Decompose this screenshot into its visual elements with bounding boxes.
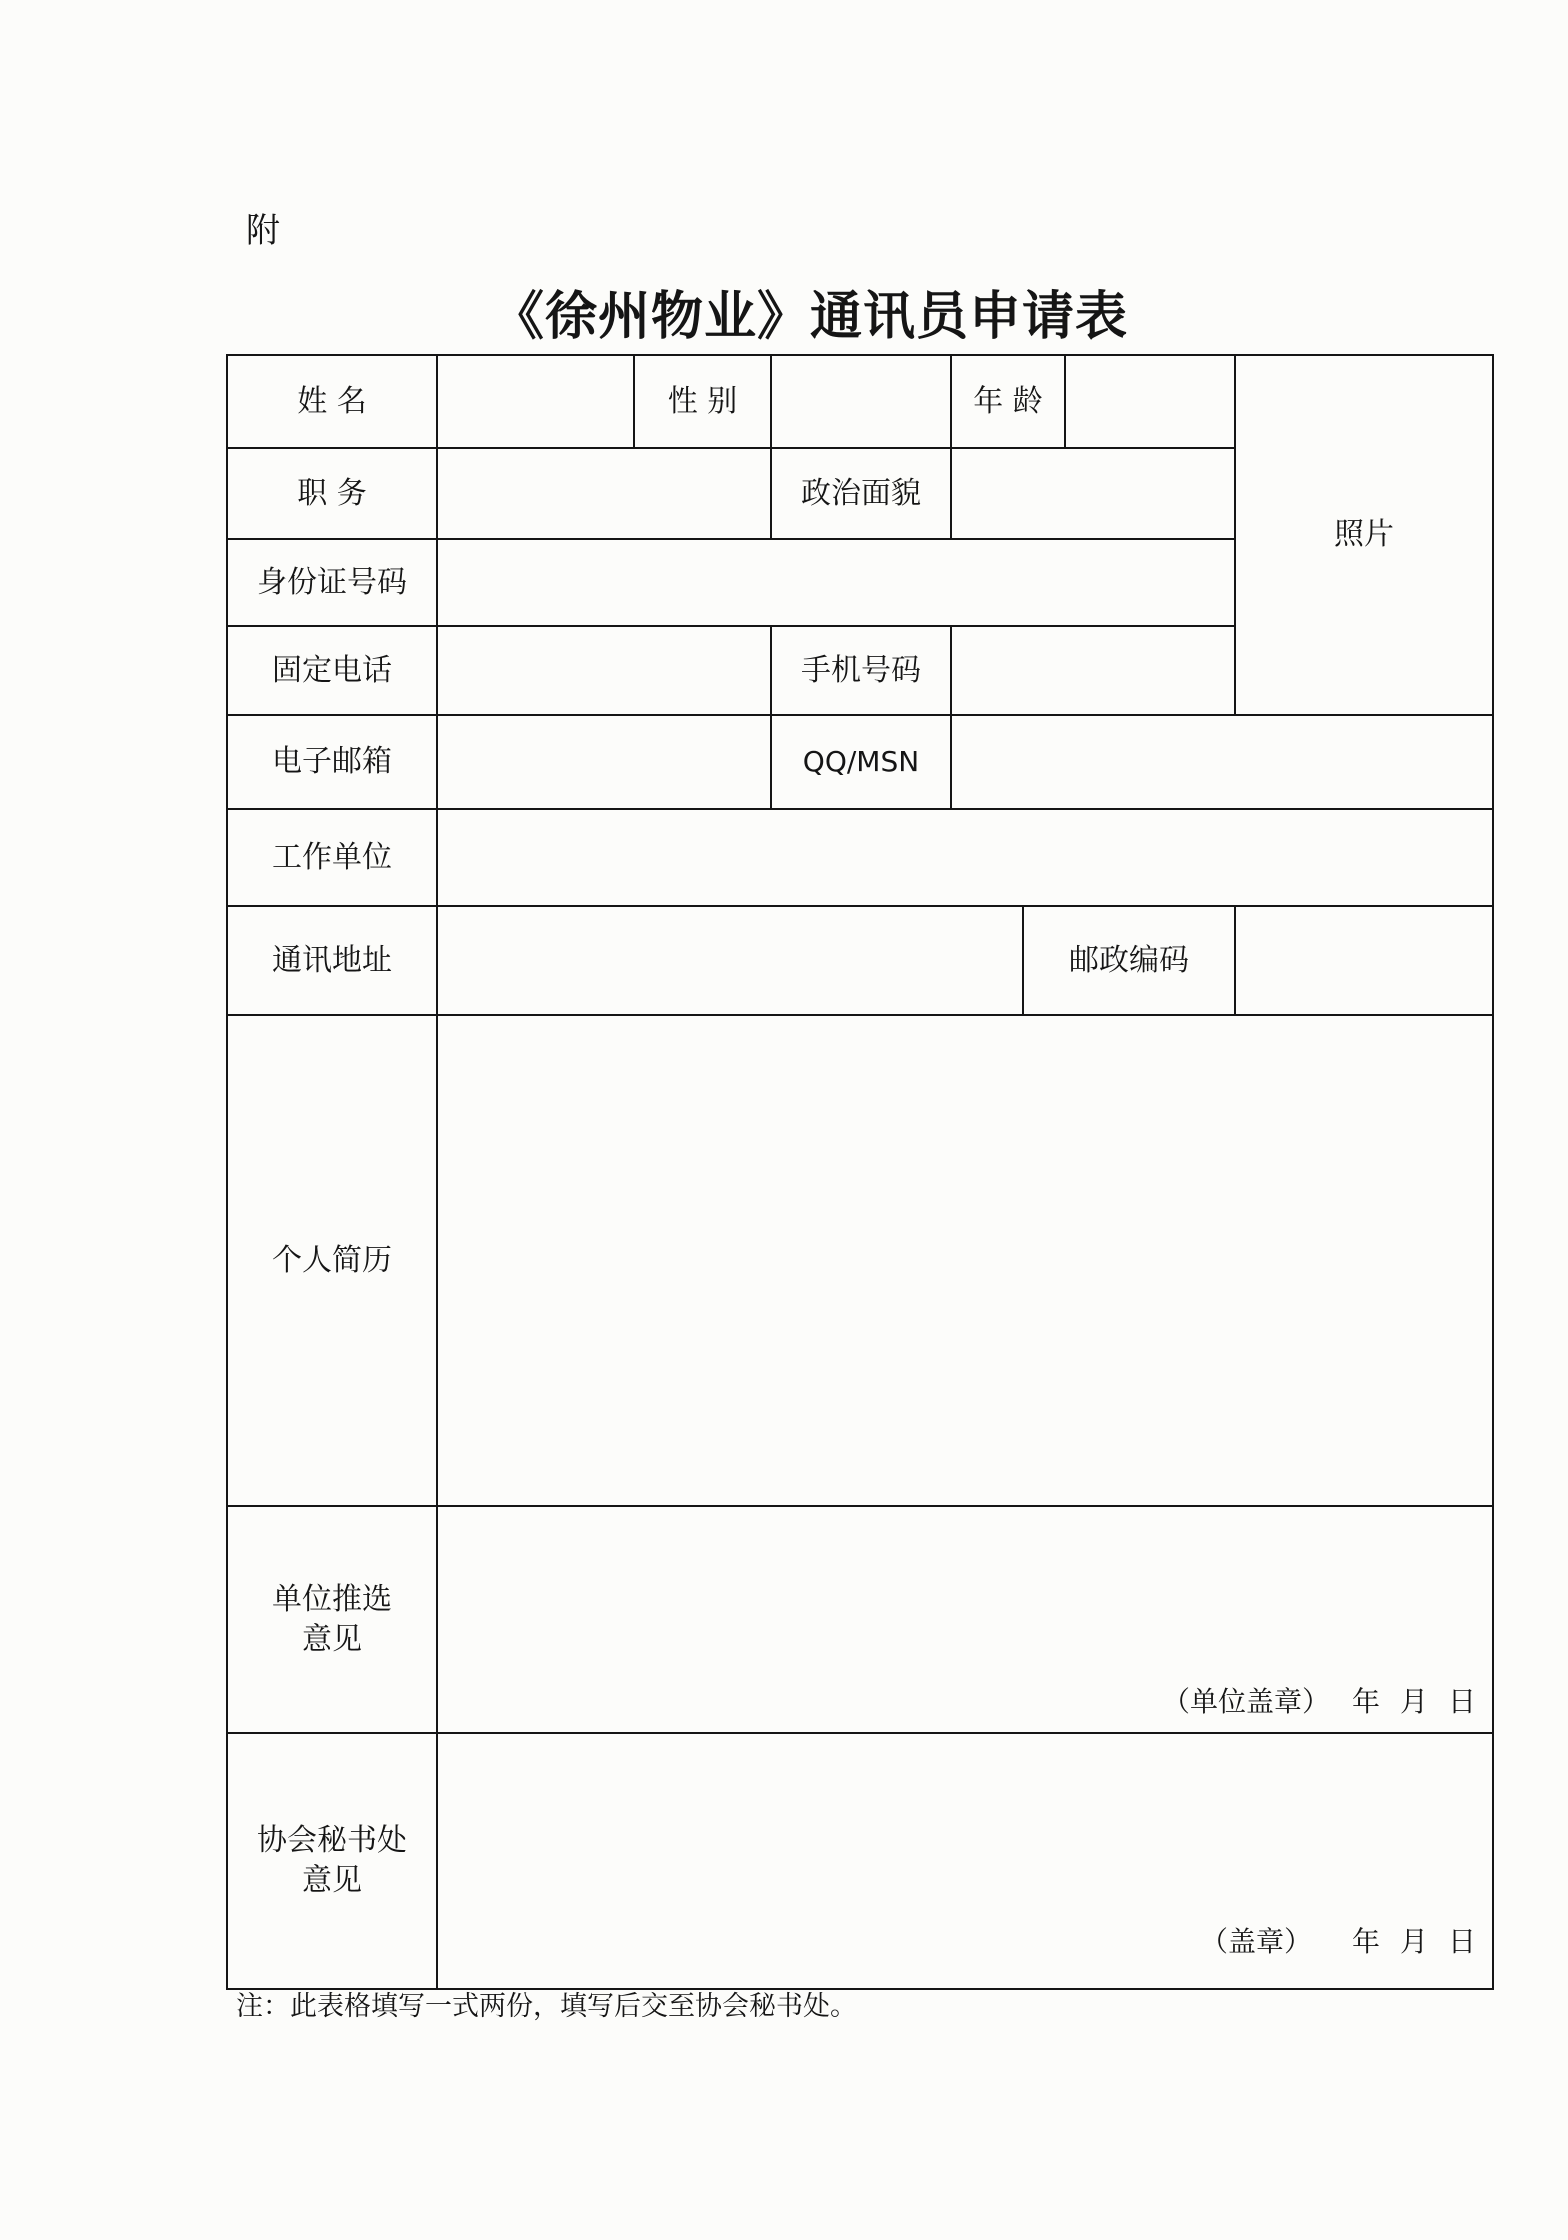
secretariat-opinion-label [227,1733,437,1989]
position-label: 职 务 [227,448,437,539]
qq-msn-label: QQ/MSN [771,715,951,809]
political-status-field [951,448,1235,539]
secretariat-seal-date-line [1200,1924,1476,1960]
secretariat-date-year: 年 [1351,1925,1380,1958]
resume-label: 个人简历 [227,1015,437,1506]
gender-label: 性 别 [634,355,771,448]
landline-field [437,626,771,715]
postcode-label: 邮政编码 [1023,906,1235,1015]
form-row-basic [227,355,1493,448]
address-field [437,906,1023,1015]
secretariat-date-month: 月 [1399,1925,1428,1958]
mobile-field [951,626,1235,715]
position-field [437,448,771,539]
secretariat-date-day: 日 [1447,1925,1476,1958]
unit-date-year: 年 [1351,1685,1380,1718]
political-status-label: 政治面貌 [771,448,951,539]
unit-opinion-label [227,1506,437,1733]
address-label: 通讯地址 [227,906,437,1015]
form-row-address [227,906,1493,1015]
employer-field [437,809,1493,906]
name-field [437,355,634,448]
secretariat-seal-text: （盖章） [1199,1925,1312,1958]
secretariat-opinion-label-line-1: 协会秘书处 [257,1823,407,1858]
employer-label: 工作单位 [227,809,437,906]
form-row-contact [227,715,1493,809]
email-field [437,715,771,809]
photo-label: 照片 [1334,517,1395,552]
mobile-label: 手机号码 [771,626,951,715]
resume-field [437,1015,1493,1506]
form-title: 《徐州物业》通讯员申请表 [491,287,1128,347]
unit-date-month: 月 [1399,1685,1428,1718]
unit-seal-date-line [1162,1684,1476,1720]
gender-field [771,355,951,448]
form-row-employer [227,809,1493,906]
age-field [1065,355,1235,448]
secretariat-opinion-label-line-2: 意见 [302,1863,362,1898]
id-number-label: 身份证号码 [227,539,437,626]
unit-opinion-label-line-1: 单位推选 [272,1581,392,1617]
age-label: 年 龄 [951,355,1065,448]
unit-seal-text: （单位盖章） [1161,1685,1330,1718]
unit-opinion-label-line-2: 意见 [302,1621,362,1657]
photo-box [1235,355,1493,715]
footnote: 注：此表格填写一式两份，填写后交至协会秘书处。 [236,1991,857,2022]
attachment-mark: 附 [246,211,280,251]
name-label: 姓 名 [227,355,437,448]
email-label: 电子邮箱 [227,715,437,809]
qq-msn-field [951,715,1493,809]
form-row-resume [227,1015,1493,1506]
landline-label: 固定电话 [227,626,437,715]
unit-date-day: 日 [1447,1685,1476,1718]
application-form-table [226,354,1494,1990]
id-number-field [437,539,1235,626]
postcode-field [1235,906,1493,1015]
